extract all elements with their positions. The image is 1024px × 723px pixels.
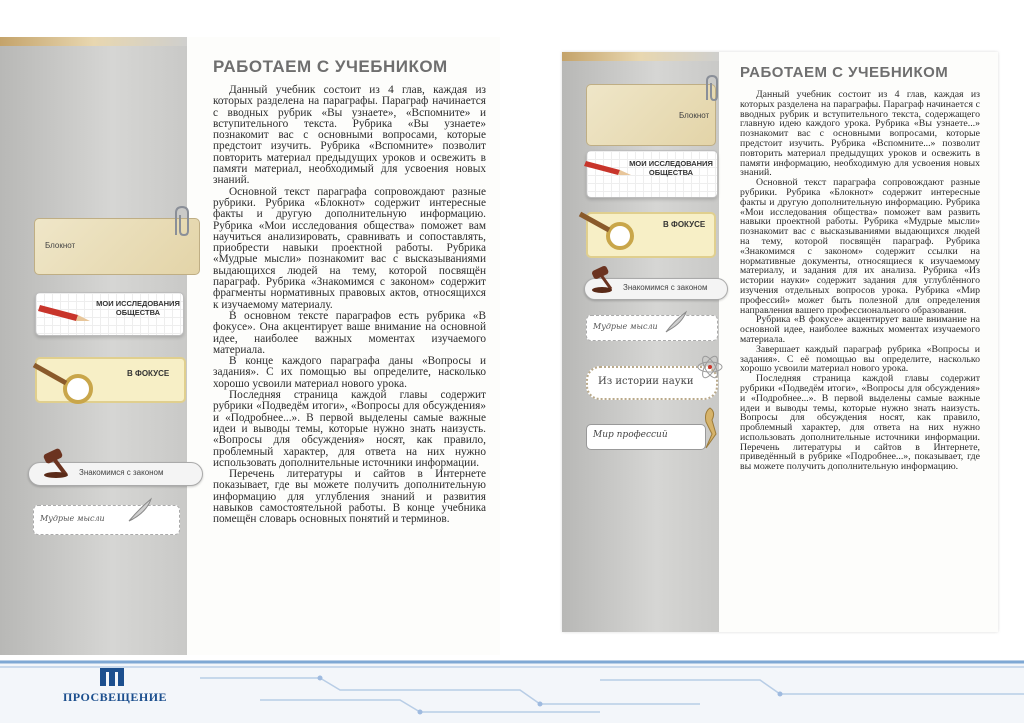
rubric-law-label: Знакомимся с законом xyxy=(79,468,164,477)
right-paragraph: Завершает каждый параграф рубрика «Вопросы и задания». С её помощью вы определите, насколько хорошо усвоили материал нового урока. xyxy=(740,343,980,375)
quill-icon xyxy=(125,495,155,525)
publisher-name: ПРОСВЕЩЕНИЕ xyxy=(62,690,168,704)
rubric-professions-label: Мир профессий xyxy=(593,430,668,440)
magnifier-icon xyxy=(576,208,640,256)
pencil-icon xyxy=(38,301,92,325)
right-page-body xyxy=(740,90,980,472)
rubric-professions xyxy=(586,424,706,450)
pencil-icon xyxy=(584,157,634,179)
rubric-wise-thoughts-label: Мудрые мысли xyxy=(40,514,105,523)
right-paragraph: Последняя страница каждой главы содержит рубрики «Подведём итоги», «Вопросы для обсуждения» и «Подробнее...». В первой выделены самые важные идеи и выводы темы, которые нужно знать наизусть. Вопросы для обсуждения носят, как правило, проблемный характер, для ответа на них нужно использовать дополнительные источники информации. Перечень литературы и сайтов в Интернете, приведённый в рубрике «Подробнее...», показывает, где вы можете получить дополнительную информацию. xyxy=(740,373,980,473)
rubric-wise-thoughts-label: Мудрые мысли xyxy=(593,322,658,331)
left-paragraph: Перечень литературы и сайтов в Интернете показывает, где вы можете получить дополнительную информацию для углубления знаний и развития навыков самостоятельной работы. В конце учебника помещён словарь основных понятий и терминов. xyxy=(213,468,486,526)
rubric-notebook-label: Блокнот xyxy=(679,111,710,120)
right-paragraph: Рубрика «В фокусе» акцентирует ваше внимание на основной идее, наиболее важных моментах изучаемого материала. xyxy=(740,314,980,345)
left-paragraph: Данный учебник состоит из 4 глав, каждая из которых разделена на параграфы. Параграф начинается с вводных рубрик «Вы узнаете», «Вспомните» и вступительного текста. Рубрика «Вы узнаете» познакомит вас с основными вопросами, которые предстоит изучить. Рубрика «Вспомните» позволит повторить материал предыдущих уроков и освежить в памяти материал, необходимый для усвоения новых знаний. xyxy=(213,84,486,187)
right-page-title: РАБОТАЕМ С УЧЕБНИКОМ xyxy=(740,64,949,81)
rubric-focus-label: В ФОКУСЕ xyxy=(663,220,706,229)
left-paragraph: Последняя страница каждой главы содержит рубрики «Подведём итоги», «Вопросы для обсуждения» и «Подробнее...». В первой выделены самые важные идеи и выводы темы, которые нужно знать наизусть. «Вопросы для обсуждения» носят, как правило, проблемный характер, для ответа на них нужно использовать дополнительные источники информации. xyxy=(213,389,486,469)
gavel-icon xyxy=(580,262,620,294)
paperclip-icon xyxy=(702,74,724,104)
gavel-icon xyxy=(30,445,76,479)
quill-icon xyxy=(662,308,690,336)
left-paragraph: В основном тексте параграфов есть рубрика «В фокусе». Она акцентирует ваше внимание на основной идее, наиболее важных моментах изучаемого материала. xyxy=(213,309,486,356)
rubric-my-studies-label: МОИ ИССЛЕДОВАНИЯ ОБЩЕСТВА xyxy=(629,159,713,177)
rubric-my-studies-label: МОИ ИССЛЕДОВАНИЯ ОБЩЕСТВА xyxy=(96,299,180,317)
right-paragraph: Данный учебник состоит из 4 глав, каждая из которых разделена на параграфы. Параграф начинается с вводных рубрик и вступительного текста, содержащего главную идею каждого урока. Рубрика «Вы узнаете...» познакомит вас с основными вопросами, которые предстоит изучить. Рубрика «Вспомните...» позволит повторить материал предыдущих уроков и освежить в памяти информацию, необходимую для усвоения новых знаний. xyxy=(740,89,980,179)
left-page-title: РАБОТАЕМ С УЧЕБНИКОМ xyxy=(213,57,448,76)
figurine-icon xyxy=(698,404,724,452)
paperclip-icon xyxy=(170,205,200,239)
magnifier-icon xyxy=(30,359,100,409)
left-textbook-page xyxy=(0,37,500,655)
right-paragraph: Основной текст параграфа сопровождают разные рубрики. Рубрика «Блокнот» содержит интересные факты и другую дополнительную информацию. Рубрика «Мои исследования общества» поможет вам развить навыки проектной работы. Рубрика «Мудрые мысли» познакомит вас с высказываниями выдающихся людей на тему, которой посвящён параграф. Рубрика «Знакомимся с законом» содержит ссылки на нормативные документы, относящиеся к изучаемому материалу, и задания для их анализа. Рубрика «Из истории науки» содержит задания для углублённого изучения отдельных вопросов урока. Рубрика «Мир профессий» может быть полезной для определения направления вашего профессионального образования. xyxy=(740,177,980,316)
publisher-logo-icon xyxy=(97,666,127,688)
rubric-wise-thoughts xyxy=(33,505,180,535)
rubric-focus-label: В ФОКУСЕ xyxy=(127,369,170,378)
left-paragraph: Основной текст параграфа сопровождают разные рубрики. Рубрика «Блокнот» содержит интересные факты и другую дополнительную информацию. Рубрика «Мои исследования общества» поможет вам научиться анализировать, сравнивать и сопоставлять, приобрести навыки проектной работы. Рубрика «Мудрые мысли» познакомит вас с высказываниями выдающихся людей на тему, которой посвящён параграф. Рубрика «Знакомимся с законом» содержит фрагменты нормативных правовых актов, относящихся к изучаемому материалу. xyxy=(213,185,486,311)
right-textbook-page xyxy=(562,52,998,632)
rubric-wise-thoughts xyxy=(586,315,718,341)
right-top-decoration xyxy=(562,52,719,61)
rubric-notebook xyxy=(586,84,716,146)
left-page-body xyxy=(213,85,486,526)
rubric-law-label: Знакомимся с законом xyxy=(623,283,708,292)
atom-icon xyxy=(696,354,724,380)
rubric-science-history-label: Из истории науки xyxy=(598,376,694,387)
rubric-notebook-label: Блокнот xyxy=(45,241,76,250)
left-page-margin-strip xyxy=(0,37,187,655)
left-top-decoration xyxy=(0,37,187,46)
left-paragraph: В конце каждого параграфа даны «Вопросы и задания». С их помощью вы определите, насколько хорошо усвоили материал нового урока. xyxy=(213,355,486,390)
